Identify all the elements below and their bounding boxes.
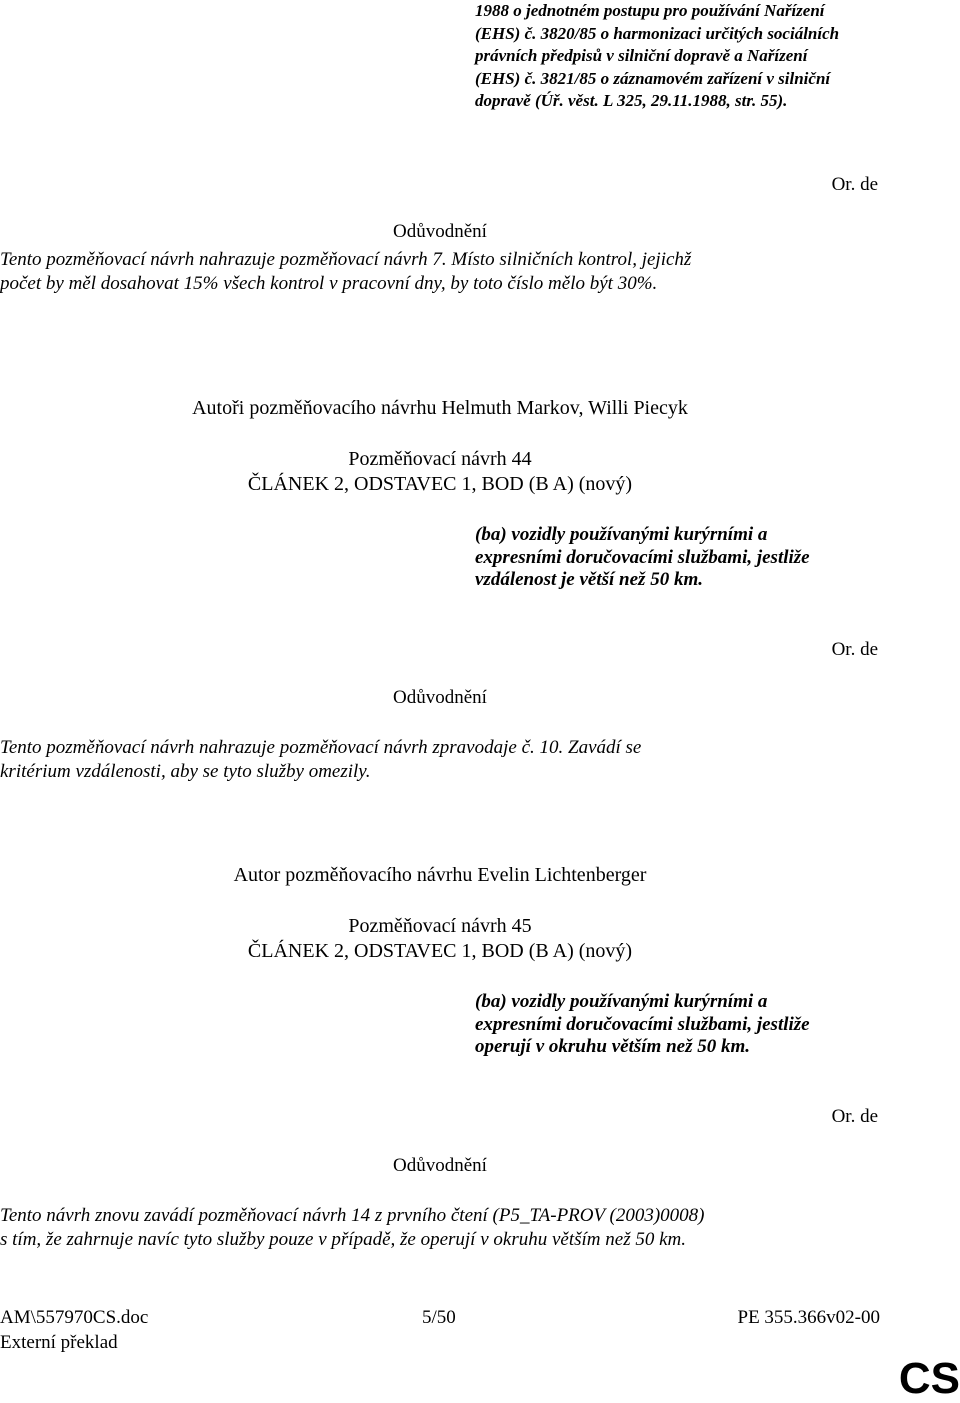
justification-text [0,248,900,296]
text-line: 1988 o jednotném postupu pro používání Nařízení [475,1,825,20]
justification-heading: Odůvodnění [393,687,487,708]
text-line: operují v okruhu větším než 50 km. [475,1036,750,1057]
justification-text [0,1204,900,1252]
text-line: počet by měl dosahovat 15% všech kontrol v pracovní dny, by toto číslo mělo být 30%. [0,273,658,294]
footer-pe-ref: PE 355.366v02-00 [737,1307,880,1328]
justification-heading: Odůvodnění [393,1155,487,1176]
amendment-article: ČLÁNEK 2, ODSTAVEC 1, BOD (B A) (nový) [247,473,633,495]
text-line: právních předpisů v silniční dopravě a Nařízení [475,46,808,65]
footer-translation: Externí překlad [0,1332,118,1353]
text-line: Tento návrh znovu zavádí pozměňovací návrh 14 z prvního čtení (P5_TA-PROV (2003)0008) [0,1205,705,1226]
text-line: Tento pozměňovací návrh nahrazuje pozměňovací návrh zpravodaje č. 10. Zavádí se [0,737,642,758]
text-line: Tento pozměňovací návrh nahrazuje pozměňovací návrh 7. Místo silničních kontrol, jejichž [0,249,692,270]
text-line: expresními doručovacími službami, jestliže [475,546,810,568]
amendment-title: Pozměňovací návrh 44 [348,448,532,470]
original-language-label: Or. de [831,174,878,195]
original-language-label: Or. de [831,1106,878,1127]
original-language-label: Or. de [831,639,878,660]
amendment-article: ČLÁNEK 2, ODSTAVEC 1, BOD (B A) (nový) [247,940,633,962]
amendment-authors: Autor pozměňovacího návrhu Evelin Lichtenberger [233,864,647,886]
continuation-text [475,0,895,113]
footer-page-number: 5/50 [422,1307,456,1328]
text-line: kritérium vzdálenosti, aby se tyto služby omezily. [0,761,371,782]
text-line: vzdálenost je větší než 50 km. [475,569,703,590]
text-line: expresními doručovacími službami, jestliže [475,1013,810,1035]
justification-heading: Odůvodnění [393,221,487,242]
amendment-authors: Autoři pozměňovacího návrhu Helmuth Markov, Willi Piecyk [192,397,688,419]
amendment-text [475,991,895,1059]
text-line: (ba) vozidly používanými kurýrními a [475,524,768,545]
justification-text [0,736,900,784]
text-line: dopravě (Úř. věst. L 325, 29.11.1988, str. 55). [475,91,788,110]
language-code: CS [898,1354,960,1403]
text-line: (ba) vozidly používanými kurýrními a [475,991,768,1012]
footer-doc-ref: AM\557970CS.doc [0,1307,149,1328]
amendment-title: Pozměňovací návrh 45 [348,915,532,937]
text-line: (EHS) č. 3820/85 o harmonizaci určitých sociálních [475,23,840,43]
amendment-text [475,524,895,592]
text-line: (EHS) č. 3821/85 o záznamovém zařízení v silniční [475,68,831,88]
text-line: s tím, že zahrnuje navíc tyto služby pouze v případě, že operují v okruhu větším než 50 km. [0,1229,686,1250]
